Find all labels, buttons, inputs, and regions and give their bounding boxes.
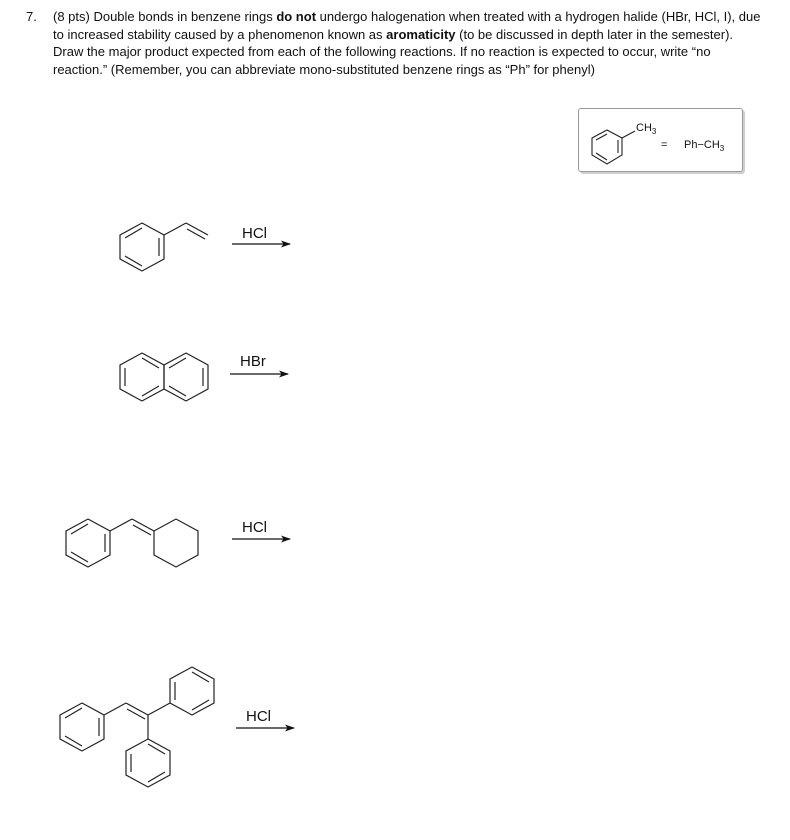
question-number: 7. (26, 9, 37, 24)
reagent-label-2: HBr (240, 353, 266, 370)
reagent-label-3: HCl (242, 519, 267, 536)
question-points: (8 pts) (53, 9, 90, 24)
methyl-label: $CH_3$ (636, 122, 657, 136)
naphthalene-structure (120, 353, 208, 401)
ph-ch3-label: $Ph-CH_3$ (684, 139, 725, 153)
styrene-structure (120, 223, 208, 271)
emphasis-do-not: do not (276, 9, 317, 24)
triphenylethylene-structure (60, 667, 214, 787)
reagent-label-1: HCl (242, 225, 267, 242)
equals-sign: = (661, 139, 668, 151)
benzylidenecyclohexane-structure (66, 519, 198, 567)
emphasis-aromaticity: aromaticity (386, 26, 456, 42)
question-text: (8 pts) Double bonds in benzene rings do not undergo halogenation when treated with a hydrogen halide (HBr, HCl, I), due to increased stability caused by a phenomenon known as aromaticity (to be discussed in depth later in the semester). Draw the major product expected from each of the following reactions. If no reaction is expected to occur, write “no reaction.” (Remember, you can abbreviate mono-substituted benzene rings as “Ph” for phenyl) (53, 9, 761, 77)
reagent-label-4: HCl (246, 708, 271, 725)
